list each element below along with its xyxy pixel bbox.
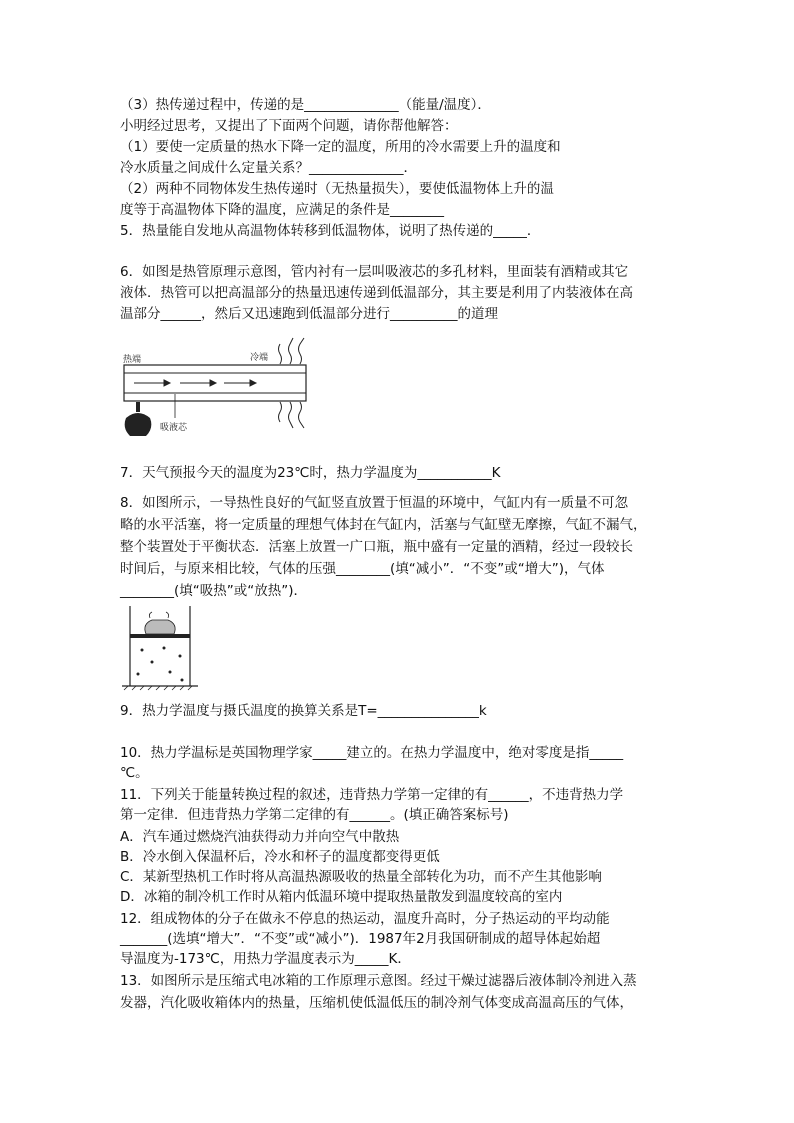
q9-text: 9．热力学温度与摄氏温度的换算关系是T=_______________k: [120, 703, 487, 719]
q8-line2: 略的水平活塞，将一定质量的理想气体封在气缸内，活塞与气缸壁无摩擦，气缸不漏气，: [120, 517, 647, 533]
q10-line2: ℃。: [120, 765, 149, 781]
flow-arrows: [134, 380, 256, 386]
wick-label: 吸液芯: [160, 423, 188, 433]
q6-line1: 6．如图是热管原理示意图，管内衬有一层叫吸液芯的多孔材料，里面装有酒精或其它: [120, 264, 629, 280]
q8-line4: 时间后，与原来相比较，气体的压强________(填“减小”．“不变”或“增大”)，气体: [120, 561, 605, 577]
q4-sub2-line2: 度等于高温物体下降的温度，应满足的条件是________: [120, 202, 444, 218]
cylinder-figure: [120, 604, 200, 692]
q11-option-c: C．某新型热机工作时将从高温热源吸收的热量全部转化为功，而不产生其他影响: [120, 869, 602, 885]
q6-line2: 液体．热管可以把高温部分的热量迅速传递到低温部分，其主要是利用了内装液体在高: [120, 285, 633, 301]
q11-option-b: B．冷水倒入保温杯后，冷水和杯子的温度都变得更低: [120, 849, 440, 865]
q12-line2: _______(选填“增大”．“不变”或“减小”)．1987年2月我国研制成的超导体起始超: [120, 931, 601, 947]
q11-line2: 第一定律．但违背热力学第二定律的有______。(填正确答案标号): [120, 807, 509, 823]
q11-option-d: D．冰箱的制冷机工作时从箱内低温环境中提取热量散发到温度较高的室内: [120, 889, 563, 905]
q7-text: 7．天气预报今天的温度为23℃时，热力学温度为___________K: [120, 465, 501, 481]
bottle-icon: [145, 612, 175, 634]
gas-molecules: [137, 647, 184, 682]
q4-sub1-line2: 冷水质量之间成什么定量关系？______________．: [120, 160, 417, 176]
q12-line1: 12．组成物体的分子在做永不停息的热运动，温度升高时，分子热运动的平均动能: [120, 911, 610, 927]
q4-part3: （3）热传递过程中，传递的是______________（能量/温度）．: [120, 97, 491, 113]
q10-line1: 10．热力学温标是英国物理学家_____建立的。在热力学温度中，绝对零度是指_____: [120, 745, 624, 761]
q4-sub1-line1: （1）要使一定质量的热水下降一定的温度，所用的冷水需要上升的温度和: [120, 139, 561, 155]
q8-line3: 整个装置处于平衡状态．活塞上放置一广口瓶，瓶中盛有一定量的酒精，经过一段较长: [120, 539, 633, 555]
hot-end-label: 热端: [123, 355, 142, 365]
q12-line3: 导温度为-173℃，用热力学温度表示为_____K．: [120, 951, 411, 967]
heat-out-wavy-arrows: [279, 338, 305, 428]
q4-intro: 小明经过思考，又提出了下面两个问题，请你帮他解答：: [120, 118, 458, 134]
q4-sub2-line1: （2）两种不同物体发生热传递时（无热量损失），要使低温物体上升的温: [120, 181, 554, 197]
q11-line1: 11．下列关于能量转换过程的叙述，违背热力学第一定律的有______，不违背热力学: [120, 787, 624, 803]
q6-line3: 温部分______，然后又迅速跑到低温部分进行__________的道理: [120, 306, 498, 322]
q13-line1: 13．如图所示是压缩式电冰箱的工作原理示意图。经过干燥过滤器后液体制冷剂进入蒸: [120, 973, 637, 989]
q13-line2: 发器，汽化吸收箱体内的热量，压缩机使低温低压的制冷剂气体变成高温高压的气体，: [120, 995, 633, 1011]
q5-text: 5．热量能自发地从高温物体转移到低温物体，说明了热传递的_____．: [120, 223, 541, 239]
q11-option-a: A．汽车通过燃烧汽油获得动力并向空气中散热: [120, 829, 400, 845]
cold-end-label: 冷端: [250, 353, 269, 363]
alcohol-lamp-icon: [125, 402, 152, 436]
piston: [130, 634, 190, 638]
heat-pipe-figure: [120, 332, 320, 442]
q8-line5: ________(填“吸热”或“放热”)．: [120, 583, 308, 599]
q8-line1: 8．如图所示，一导热性良好的气缸竖直放置于恒温的环境中，气缸内有一质量不可忽: [120, 495, 629, 511]
